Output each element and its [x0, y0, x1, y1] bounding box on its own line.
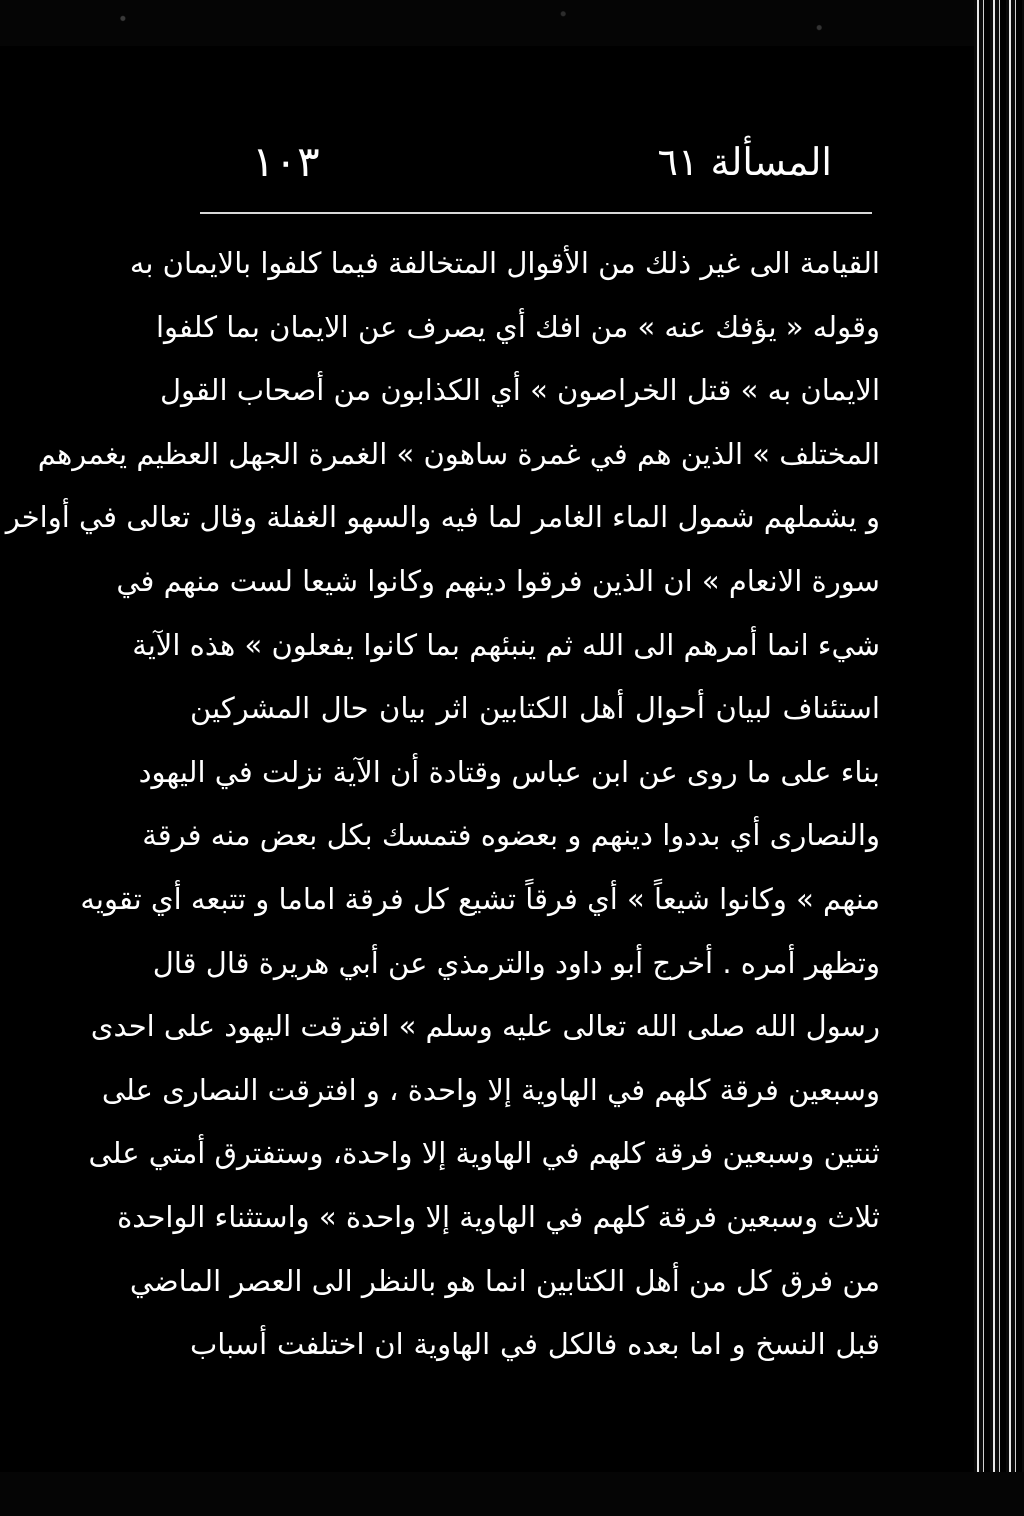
- text-line: الايمان به » قتل الخراصون » أي الكذابون من أصحاب القول: [159, 373, 880, 408]
- text-line: وسبعين فرقة كلهم في الهاوية إلا واحدة ، و افترقت النصارى على: [101, 1072, 880, 1107]
- text-line: رسول الله صلى الله تعالى عليه وسلم » افترقت اليهود على احدى: [90, 1009, 880, 1044]
- scan-top-edge: [0, 0, 1024, 46]
- text-line: سورة الانعام » ان الذين فرقوا دينهم وكانوا شيعا لست منهم في: [116, 563, 880, 598]
- page-header: [40, 132, 972, 212]
- text-line: المختلف » الذين هم في غمرة ساهون » الغمرة الجهل العظيم يغمرهم: [37, 436, 880, 471]
- text-line: وتظهر أمره . أخرج أبو داود والترمذي عن أبي هريرة قال قال: [152, 945, 880, 980]
- text-line: ثلاث وسبعين فرقة كلهم في الهاوية إلا واحدة » واستثناء الواحدة: [117, 1199, 880, 1234]
- text-line: والنصارى أي بددوا دينهم و بعضوه فتمسك بكل بعض منه فرقة: [142, 818, 880, 853]
- text-line: بناء على ما روى عن ابن عباس وقتادة أن الآية نزلت في اليهود: [138, 754, 880, 789]
- text-line: ثنتين وسبعين فرقة كلهم في الهاوية إلا واحدة، وستفترق أمتي على: [88, 1136, 880, 1171]
- text-line: القيامة الى غير ذلك من الأقوال المتخالفة فيما كلفوا بالايمان به: [129, 246, 880, 280]
- text-line: وقوله « يؤفك عنه » من افك أي يصرف عن الايمان بما كلفوا: [155, 309, 880, 344]
- text-line: شيء انما أمرهم الى الله ثم ينبئهم بما كانوا يفعلون » هذه الآية: [132, 627, 880, 662]
- text-line: منهم » وكانوا شيعاً » أي فرقاً تشيع كل فرقة اماما و تتبعه أي تقويه: [80, 881, 880, 916]
- book-page: [5, 52, 972, 1472]
- body-text: [5, 232, 880, 1377]
- text-line: قبل النسخ و اما بعده فالكل في الهاوية ان اختلفت أسباب: [190, 1327, 880, 1362]
- page-number: ١٠٣: [252, 137, 320, 186]
- book-binding-edge: [974, 0, 1024, 1516]
- scan-bottom-edge: [0, 1472, 1024, 1516]
- header-rule: [200, 212, 872, 214]
- text-line: من فرق كل من أهل الكتابين انما هو بالنظر الى العصر الماضي: [129, 1263, 880, 1298]
- running-title: المسألة ٦١: [657, 140, 832, 184]
- text-line: و يشملهم شمول الماء الغامر لما فيه والسهو الغفلة وقال تعالى في أواخر: [5, 500, 880, 535]
- text-line: استئناف لبيان أحوال أهل الكتابين اثر بيان حال المشركين: [190, 691, 880, 726]
